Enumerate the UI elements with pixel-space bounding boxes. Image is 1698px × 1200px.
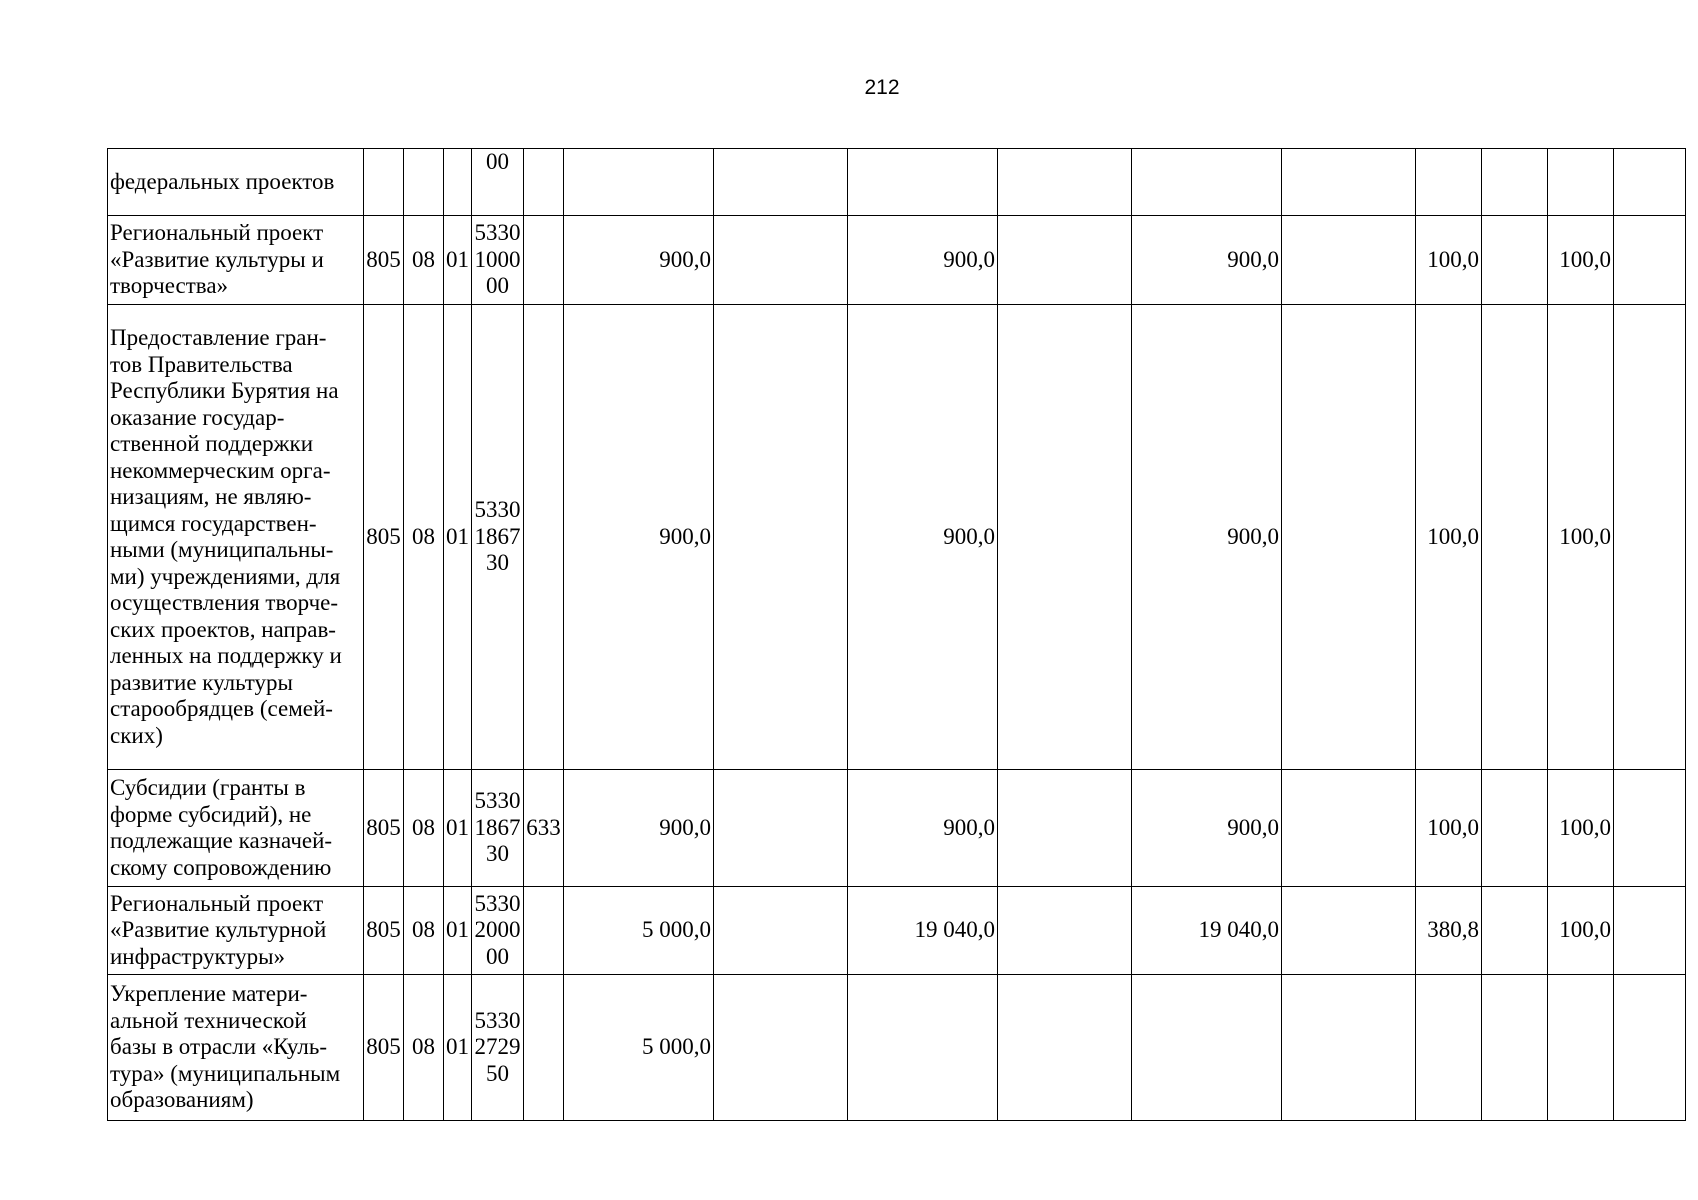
amount-cell: 900,0 [848, 770, 998, 887]
empty-cell [1614, 216, 1686, 305]
percent-cell [1548, 975, 1614, 1121]
amount-cell [564, 149, 714, 216]
section-code: 08 [404, 305, 444, 770]
target-article-code: 00 [472, 149, 524, 216]
page-number: 212 [864, 76, 900, 99]
amount-cell [998, 149, 1132, 216]
amount-cell [1132, 149, 1282, 216]
target-article-code: 5330 2000 00 [472, 887, 524, 975]
amount-cell [714, 149, 848, 216]
ministry-code: 805 [364, 770, 404, 887]
amount-cell: 19 040,0 [848, 887, 998, 975]
amount-cell [1282, 770, 1416, 887]
budget-table [107, 148, 1686, 1121]
percent-cell [1416, 975, 1482, 1121]
amount-cell [848, 149, 998, 216]
amount-cell [714, 216, 848, 305]
amount-cell: 5 000,0 [564, 887, 714, 975]
empty-cell [1614, 887, 1686, 975]
amount-cell [714, 770, 848, 887]
percent-cell: 100,0 [1548, 216, 1614, 305]
percent-cell: 380,8 [1416, 887, 1482, 975]
amount-cell: 900,0 [1132, 216, 1282, 305]
percent-cell [1548, 149, 1614, 216]
subsection-code: 01 [444, 887, 472, 975]
amount-cell: 900,0 [564, 305, 714, 770]
ministry-code: 805 [364, 305, 404, 770]
amount-cell: 900,0 [848, 216, 998, 305]
expense-type-code: 633 [524, 770, 564, 887]
subsection-code: 01 [444, 305, 472, 770]
percent-cell: 100,0 [1548, 770, 1614, 887]
target-article-code: 5330 1000 00 [472, 216, 524, 305]
percent-cell [1482, 975, 1548, 1121]
percent-cell [1416, 149, 1482, 216]
row-name: Предоставление гран- тов Правительства Республики Бурятия на оказание государ- ственной поддержки некоммерческим орга- низациям, не являю- щимся государствен- ными (муниципальны- ми) учреждениями, для осуществления творче- ских проектов, направ- ленных на поддержку и развитие культуры старообрядцев (семей- ских) [108, 305, 364, 770]
section-code: 08 [404, 770, 444, 887]
amount-cell [1132, 975, 1282, 1121]
table-row [108, 975, 1686, 1121]
percent-cell: 100,0 [1548, 305, 1614, 770]
amount-cell: 900,0 [848, 305, 998, 770]
subsection-code: 01 [444, 770, 472, 887]
target-article-code: 5330 1867 30 [472, 305, 524, 770]
expense-type-code [524, 975, 564, 1121]
amount-cell [998, 305, 1132, 770]
amount-cell [1282, 305, 1416, 770]
section-code [404, 149, 444, 216]
amount-cell: 5 000,0 [564, 975, 714, 1121]
amount-cell [1282, 149, 1416, 216]
amount-cell [714, 887, 848, 975]
empty-cell [1614, 975, 1686, 1121]
expense-type-code [524, 216, 564, 305]
amount-cell: 900,0 [564, 216, 714, 305]
ministry-code [364, 149, 404, 216]
target-article-code: 5330 2729 50 [472, 975, 524, 1121]
amount-cell [714, 975, 848, 1121]
empty-cell [1614, 149, 1686, 216]
table-row [108, 305, 1686, 770]
amount-cell: 19 040,0 [1132, 887, 1282, 975]
percent-cell: 100,0 [1416, 216, 1482, 305]
expense-type-code [524, 149, 564, 216]
percent-cell [1482, 770, 1548, 887]
amount-cell: 900,0 [1132, 770, 1282, 887]
empty-cell [1614, 305, 1686, 770]
subsection-code: 01 [444, 216, 472, 305]
amount-cell [998, 216, 1132, 305]
section-code: 08 [404, 975, 444, 1121]
amount-cell [714, 305, 848, 770]
percent-cell [1482, 216, 1548, 305]
budget-table-body [108, 149, 1686, 1121]
table-row [108, 149, 1686, 216]
empty-cell [1614, 770, 1686, 887]
amount-cell [1282, 216, 1416, 305]
amount-cell [1282, 887, 1416, 975]
amount-cell [998, 887, 1132, 975]
percent-cell: 100,0 [1548, 887, 1614, 975]
percent-cell: 100,0 [1416, 770, 1482, 887]
percent-cell [1482, 149, 1548, 216]
table-row [108, 216, 1686, 305]
amount-cell [998, 975, 1132, 1121]
section-code: 08 [404, 887, 444, 975]
ministry-code: 805 [364, 887, 404, 975]
row-name: Региональный проект «Развитие культуры и творчества» [108, 216, 364, 305]
subsection-code: 01 [444, 975, 472, 1121]
ministry-code: 805 [364, 216, 404, 305]
table-row [108, 770, 1686, 887]
table-row [108, 887, 1686, 975]
expense-type-code [524, 305, 564, 770]
amount-cell [848, 975, 998, 1121]
target-article-code: 5330 1867 30 [472, 770, 524, 887]
ministry-code: 805 [364, 975, 404, 1121]
row-name: Укрепление матери- альной технической базы в отрасли «Куль- тура» (муниципальным образованиям) [108, 975, 364, 1121]
amount-cell [998, 770, 1132, 887]
row-name: Региональный проект «Развитие культурной инфраструктуры» [108, 887, 364, 975]
amount-cell: 900,0 [1132, 305, 1282, 770]
percent-cell: 100,0 [1416, 305, 1482, 770]
section-code: 08 [404, 216, 444, 305]
row-name: Субсидии (гранты в форме субсидий), не подлежащие казначей- скому сопровождению [108, 770, 364, 887]
expense-type-code [524, 887, 564, 975]
amount-cell: 900,0 [564, 770, 714, 887]
percent-cell [1482, 305, 1548, 770]
percent-cell [1482, 887, 1548, 975]
amount-cell [1282, 975, 1416, 1121]
subsection-code [444, 149, 472, 216]
row-name: федеральных проектов [108, 149, 364, 216]
